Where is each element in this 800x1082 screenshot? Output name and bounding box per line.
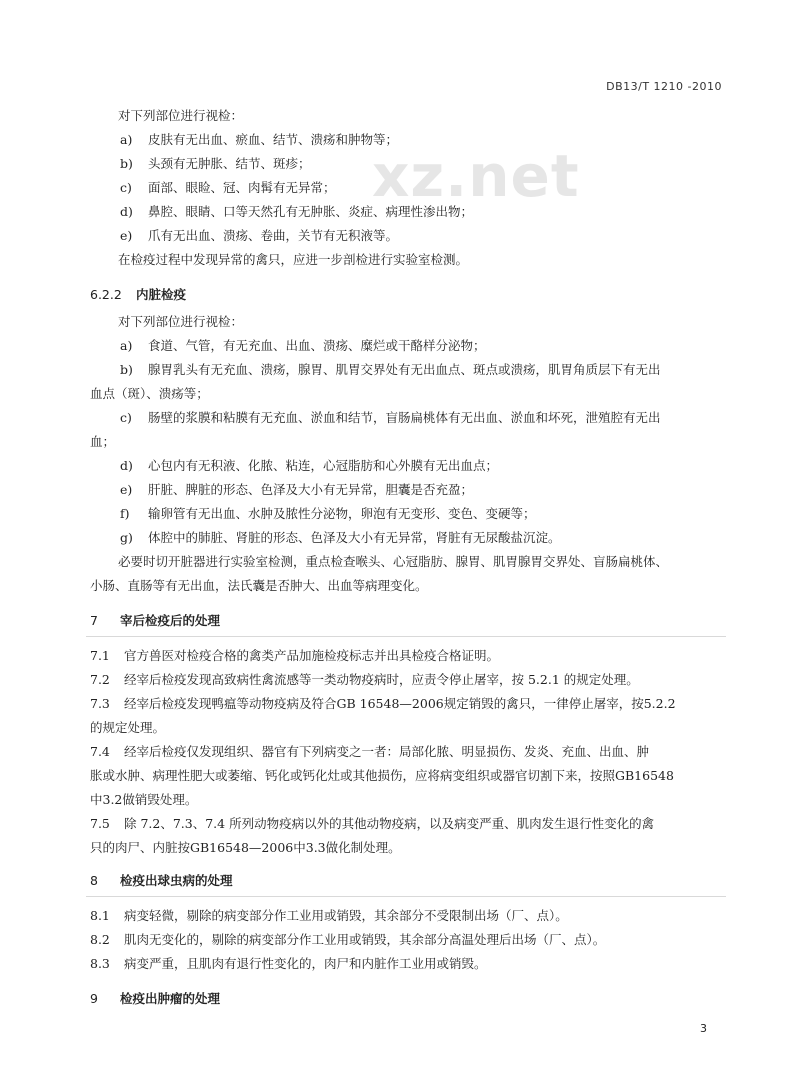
list-item — [120, 179, 336, 197]
clause-7-2 — [90, 671, 639, 689]
list-item-continuation: 血； — [90, 434, 116, 449]
organ-exam-intro: 对下列部位进行视检： — [118, 314, 244, 329]
clause-text: 病变严重，且肌肉有退行性变化的，肉尸和内脏作工业用或销毁。 — [124, 956, 487, 971]
section-heading-7 — [90, 612, 220, 630]
clause-number: 7.2 — [90, 672, 110, 687]
standard-code: DB13/T 1210 -2010 — [606, 80, 722, 93]
section-divider — [86, 636, 726, 637]
clause-8-3 — [90, 955, 487, 973]
clause-text: 经宰后检疫发现高致病性禽流感等一类动物疫病时，应责令停止屠宰，按 5.2.1 的规定处理。 — [124, 672, 639, 687]
page-number: 3 — [700, 1022, 707, 1035]
body-exam-intro: 对下列部位进行视检： — [118, 108, 244, 123]
clause-text: 病变轻微，剔除的病变部分作工业用或销毁，其余部分不受限制出场（厂、点）。 — [124, 908, 568, 923]
list-item — [120, 361, 661, 379]
list-text: 食道、气管，有无充血、出血、溃疡、糜烂或干酪样分泌物； — [148, 338, 486, 353]
clause-text: 官方兽医对检疫合格的禽类产品加施检疫标志并出具检疫合格证明。 — [124, 648, 500, 663]
list-marker: c) — [120, 410, 132, 425]
list-item — [120, 337, 486, 355]
list-marker: d) — [120, 204, 133, 219]
list-item — [120, 227, 398, 245]
list-marker: e) — [120, 228, 133, 243]
clause-number: 7.5 — [90, 816, 110, 831]
clause-text: 肌肉无变化的，剔除的病变部分作工业用或销毁，其余部分高温处理后出场（厂、点）。 — [124, 932, 606, 947]
clause-8-1 — [90, 907, 568, 925]
clause-continuation: 的规定处理。 — [90, 720, 166, 735]
clause-number: 7.4 — [90, 744, 110, 759]
list-text: 面部、眼睑、冠、肉髯有无异常； — [148, 180, 336, 195]
clause-continuation: 中3.2做销毁处理。 — [90, 792, 198, 807]
list-item — [120, 457, 498, 475]
clause-7-3 — [90, 695, 676, 713]
list-text: 头颈有无肿胀、结节、斑疹； — [148, 156, 311, 171]
clause-number: 8.1 — [90, 908, 110, 923]
section-title: 宰后检疫后的处理 — [120, 613, 221, 628]
section-heading-6-2-2 — [90, 286, 186, 304]
section-title: 检疫出球虫病的处理 — [120, 873, 233, 888]
section-number: 6.2.2 — [90, 287, 122, 302]
list-item — [120, 529, 561, 547]
section-number: 9 — [90, 991, 98, 1006]
clause-text: 除 7.2、7.3、7.4 所列动物疫病以外的其他动物疫病，以及病变严重、肌肉发生退行性变化的禽 — [124, 816, 655, 831]
list-text: 皮肤有无出血、瘀血、结节、溃疡和肿物等； — [148, 132, 399, 147]
clause-number: 7.1 — [90, 648, 110, 663]
list-marker: a) — [120, 132, 133, 147]
list-item-continuation: 血点（斑）、溃疡等； — [90, 386, 209, 401]
list-marker: c) — [120, 180, 132, 195]
list-text: 肠壁的浆膜和粘膜有无充血、淤血和结节，盲肠扁桃体有无出血、淤血和坏死，泄殖腔有无出 — [148, 410, 661, 425]
section-title: 检疫出肿瘤的处理 — [120, 991, 221, 1006]
clause-continuation: 只的肉尸、内脏按GB16548—2006中3.3做化制处理。 — [90, 840, 401, 855]
list-text: 肝脏、脾脏的形态、色泽及大小有无异常，胆囊是否充盈； — [148, 482, 474, 497]
list-text: 腺胃乳头有无充血、溃疡，腺胃、肌胃交界处有无出血点、斑点或溃疡，肌胃角质层下有无出 — [148, 362, 661, 377]
section-heading-8 — [90, 872, 233, 890]
organ-exam-note-continuation: 小肠、直肠等有无出血，法氏囊是否肿大、出血等病理变化。 — [90, 578, 428, 593]
section-number: 8 — [90, 873, 98, 888]
list-text: 鼻腔、眼睛、口等天然孔有无肿胀、炎症、病理性渗出物； — [148, 204, 474, 219]
clause-8-2 — [90, 931, 605, 949]
watermark: xz.net — [372, 142, 580, 210]
list-marker: b) — [120, 156, 133, 171]
clause-continuation: 胀或水肿、病理性肥大或萎缩、钙化或钙化灶或其他损伤，应将病变组织或器官切割下来，按照GB16548 — [90, 768, 674, 783]
list-marker: f) — [120, 506, 130, 521]
list-item — [120, 481, 473, 499]
body-exam-note: 在检疫过程中发现异常的禽只，应进一步剖检进行实验室检测。 — [118, 252, 469, 267]
list-item — [120, 409, 661, 427]
organ-exam-note: 必要时切开脏器进行实验室检测，重点检查喉头、心冠脂肪、腺胃、肌胃腺胃交界处、盲肠扁桃体、 — [118, 554, 669, 569]
section-title: 内脏检疫 — [136, 287, 187, 302]
clause-number: 7.3 — [90, 696, 110, 711]
section-number: 7 — [90, 613, 98, 628]
list-text: 爪有无出血、溃疡、卷曲，关节有无积液等。 — [148, 228, 399, 243]
list-text: 体腔中的肺脏、肾脏的形态、色泽及大小有无异常，肾脏有无尿酸盐沉淀。 — [148, 530, 561, 545]
list-marker: g) — [120, 530, 133, 545]
clause-number: 8.3 — [90, 956, 110, 971]
section-divider — [86, 896, 726, 897]
list-item — [120, 131, 398, 149]
list-marker: e) — [120, 482, 133, 497]
clause-7-1 — [90, 647, 499, 665]
clause-7-5 — [90, 815, 654, 833]
clause-text: 经宰后检疫发现鸭瘟等动物疫病及符合GB 16548—2006规定销毁的禽只，一律停止屠宰，按5.2.2 — [124, 696, 676, 711]
list-text: 心包内有无积液、化脓、粘连，心冠脂肪和心外膜有无出血点； — [148, 458, 499, 473]
clause-number: 8.2 — [90, 932, 110, 947]
list-marker: a) — [120, 338, 133, 353]
list-item — [120, 155, 311, 173]
clause-text: 经宰后检疫仅发现组织、器官有下列病变之一者：局部化脓、明显损伤、发炎、充血、出血、肿 — [124, 744, 650, 759]
list-marker: b) — [120, 362, 133, 377]
list-item — [120, 505, 536, 523]
section-heading-9 — [90, 990, 220, 1008]
list-text: 输卵管有无出血、水肿及脓性分泌物，卵泡有无变形、变色、变硬等； — [148, 506, 536, 521]
list-marker: d) — [120, 458, 133, 473]
list-item — [120, 203, 473, 221]
clause-7-4 — [90, 743, 649, 761]
